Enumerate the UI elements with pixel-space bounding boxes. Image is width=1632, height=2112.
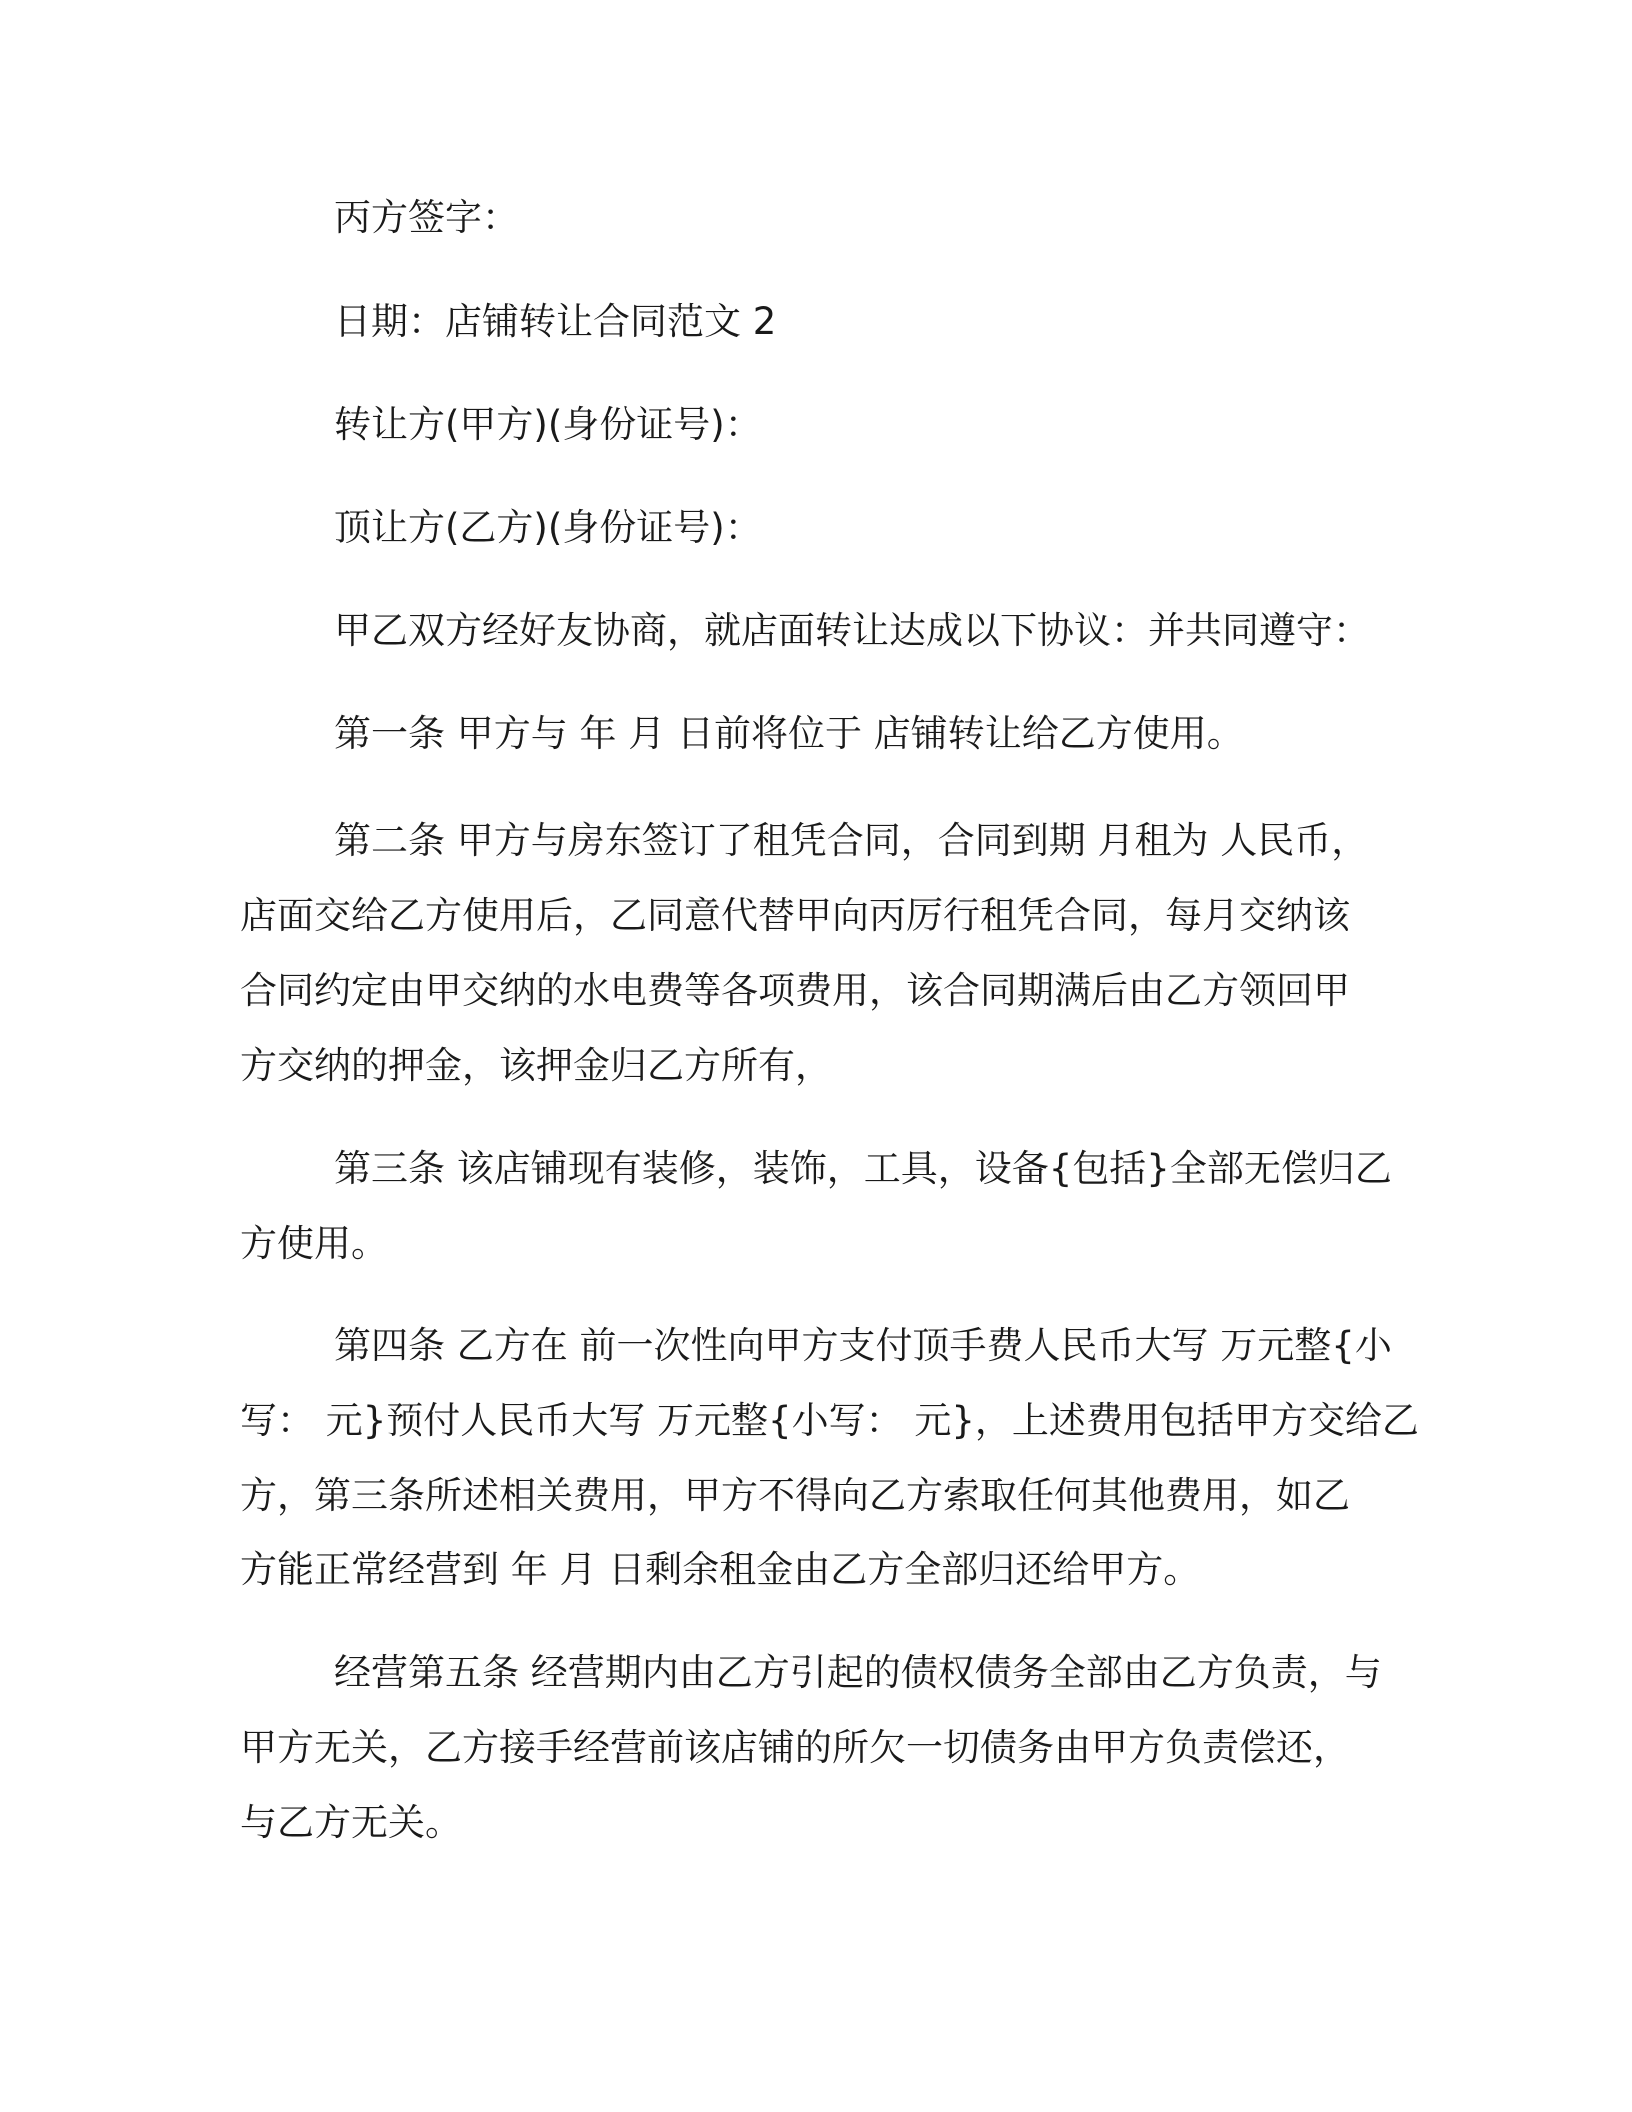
transferor-line: 转让方(甲方)(身份证号)： — [334, 403, 762, 446]
article-1-line: 第一条 甲方与 年 月 日前将位于 店铺转让给乙方使用。 — [334, 712, 1244, 755]
agreement-intro-line: 甲乙双方经好友协商，就店面转让达成以下协议：并共同遵守： — [334, 609, 1370, 652]
article-3-line-1: 第三条 该店铺现有装修，装饰，工具，设备{包括}全部无偿归乙 — [334, 1147, 1392, 1190]
article-2-line-1: 第二条 甲方与房东签订了租凭合同，合同到期 月租为 人民币， — [334, 819, 1369, 862]
article-5-line-3: 与乙方无关。 — [240, 1801, 462, 1844]
article-4-line-2: 写： 元}预付人民币大写 万元整{小写： 元}，上述费用包括甲方交给乙 — [240, 1399, 1419, 1442]
article-4-line-1: 第四条 乙方在 前一次性向甲方支付顶手费人民币大写 万元整{小 — [334, 1324, 1392, 1367]
date-line: 日期：店铺转让合同范文 2 — [334, 300, 777, 343]
article-5-line-2: 甲方无关，乙方接手经营前该店铺的所欠一切债务由甲方负责偿还， — [240, 1726, 1350, 1769]
signature-line-party-c: 丙方签字： — [334, 196, 519, 239]
article-3-line-2: 方使用。 — [240, 1222, 388, 1265]
article-5-line-1: 经营第五条 经营期内由乙方引起的债权债务全部由乙方负责，与 — [334, 1651, 1382, 1694]
article-4-line-3: 方，第三条所述相关费用，甲方不得向乙方索取任何其他费用，如乙 — [240, 1474, 1350, 1517]
article-2-line-2: 店面交给乙方使用后，乙同意代替甲向丙厉行租凭合同，每月交纳该 — [240, 894, 1350, 937]
article-2-line-3: 合同约定由甲交纳的水电费等各项费用，该合同期满后由乙方领回甲 — [240, 969, 1350, 1012]
article-4-line-4: 方能正常经营到 年 月 日剩余租金由乙方全部归还给甲方。 — [240, 1548, 1201, 1591]
transferee-line: 顶让方(乙方)(身份证号)： — [334, 506, 762, 549]
article-2-line-4: 方交纳的押金，该押金归乙方所有， — [240, 1044, 832, 1087]
